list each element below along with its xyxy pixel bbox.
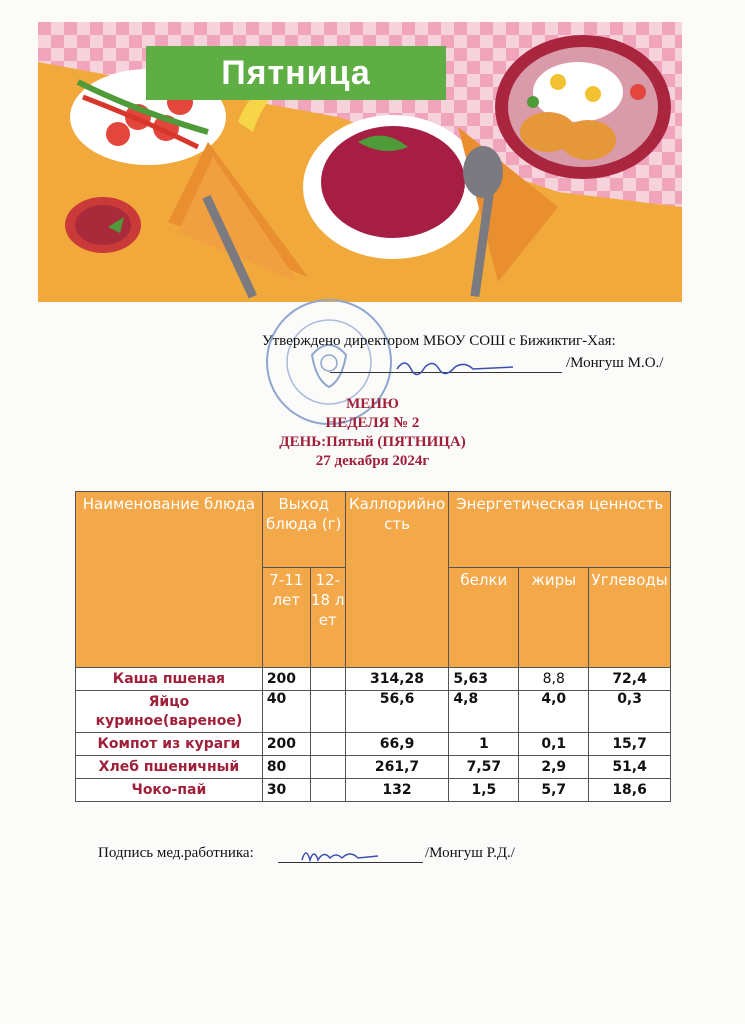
output-7-11: 40 [262,691,310,733]
medic-name: /Монгуш Р.Д./ [425,845,515,861]
header-age-12-18: 12-18 лет [310,568,345,668]
director-signature [395,355,515,377]
protein-value: 7,57 [449,756,519,779]
protein-value: 1 [449,733,519,756]
approval-text: Утверждено директором МБОУ СОШ с Бижиктиг-Хая: [262,333,616,349]
output-12-18 [310,756,345,779]
fat-value: 4,0 [519,691,589,733]
fat-value: 8,8 [519,668,589,691]
day-label: Пятница [146,46,446,100]
carb-value: 72,4 [589,668,671,691]
protein-value: 1,5 [449,779,519,802]
director-name: /Монгуш М.О./ [566,355,664,371]
carb-value: 18,6 [589,779,671,802]
output-12-18 [310,733,345,756]
dish-name: Чоко-пай [76,779,263,802]
table-row [76,691,671,733]
calories-value: 56,6 [345,691,449,733]
day-name: ДЕНЬ:Пятый (ПЯТНИЦА) [279,434,466,450]
output-7-11: 80 [262,756,310,779]
dish-name: Яйцо куриное(вареное) [76,691,263,733]
header-energy: Энергетическая ценность [449,492,671,568]
carb-value: 0,3 [589,691,671,733]
dish-name: Хлеб пшеничный [76,756,263,779]
carb-value: 15,7 [589,733,671,756]
menu-date: 27 декабря 2024г [315,453,430,469]
table-row [76,779,671,802]
header-age-7-11: 7-11 лет [262,568,310,668]
header-proteins: белки [449,568,519,668]
table-row [76,668,671,691]
fat-value: 0,1 [519,733,589,756]
output-12-18 [310,668,345,691]
output-12-18 [310,779,345,802]
carb-value: 51,4 [589,756,671,779]
menu-title: МЕНЮ [346,396,399,412]
calories-value: 66,9 [345,733,449,756]
output-7-11: 200 [262,733,310,756]
table-row [76,756,671,779]
medic-signature-label: Подпись мед.работника: [98,845,254,861]
dish-name: Компот из кураги [76,733,263,756]
output-7-11: 200 [262,668,310,691]
dish-name: Каша пшеная [76,668,263,691]
table-row [76,733,671,756]
fat-value: 5,7 [519,779,589,802]
header-name: Наименование блюда [76,492,263,668]
calories-value: 261,7 [345,756,449,779]
medic-signature [300,844,380,866]
output-12-18 [310,691,345,733]
fat-value: 2,9 [519,756,589,779]
output-7-11: 30 [262,779,310,802]
header-fats: жиры [519,568,589,668]
menu-banner [38,22,682,302]
menu-table [75,491,671,802]
header-output: Выход блюда (г) [262,492,345,568]
week-number: НЕДЕЛЯ № 2 [325,415,420,431]
protein-value: 4,8 [449,691,519,733]
header-calories: Каллорийность [345,492,449,668]
protein-value: 5,63 [449,668,519,691]
header-carbs: Углеводы [589,568,671,668]
calories-value: 132 [345,779,449,802]
calories-value: 314,28 [345,668,449,691]
